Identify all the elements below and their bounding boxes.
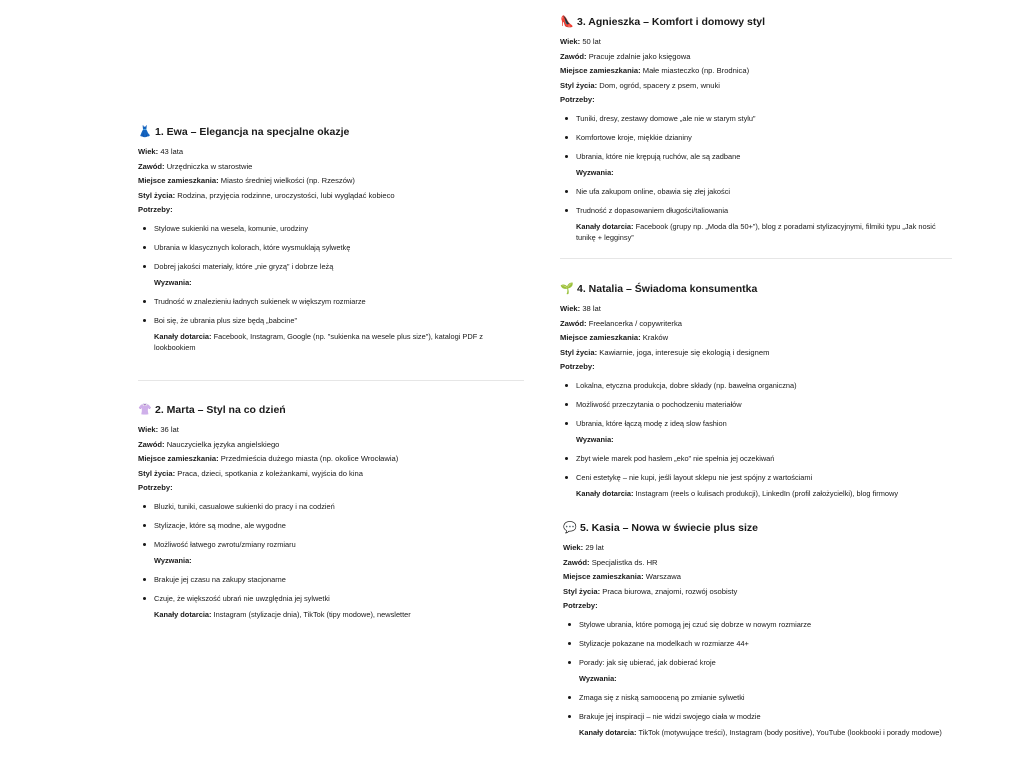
challenge-text: Ceni estetykę – nie kupi, jeśli layout sklepu nie jest spójny z wartościami — [576, 472, 813, 482]
needs-heading: Potrzeby: — [563, 601, 598, 611]
persona-lifestyle: Praca biurowa, znajomi, rozwój osobisty — [602, 586, 738, 596]
field-label: Miejsce zamieszkania: — [563, 572, 644, 582]
spacer — [560, 143, 952, 152]
persona-channels: Instagram (reels o kulisach produkcji), LinkedIn (profil założycielki), blog firmowy — [635, 488, 899, 498]
need-text: Bluzki, tuniki, casualowe sukienki do pracy i na codzień — [154, 501, 335, 511]
persona-age: 29 lat — [585, 543, 604, 552]
spacer — [138, 234, 524, 243]
need-item — [138, 262, 524, 288]
challenges-heading: Wyzwania: — [576, 167, 614, 177]
persona-place: Małe miasteczko (np. Brodnica) — [642, 66, 750, 76]
persona-place-row — [560, 64, 952, 79]
need-text: Stylowe sukienki na wesela, komunie, urodziny — [154, 223, 309, 233]
persona-title — [560, 282, 952, 296]
challenges-heading: Wyzwania: — [154, 277, 192, 287]
spacer — [138, 288, 524, 297]
persona-job-row — [138, 160, 524, 175]
need-text: Stylizacje, które są modne, ale wygodne — [154, 520, 286, 530]
spacer — [560, 197, 952, 206]
persona-age-row — [560, 35, 952, 50]
blouse-icon: 👚 — [138, 404, 152, 416]
need-text: Stylowe ubrania, które pomogą jej czuć się dobrze w nowym rozmiarze — [579, 619, 812, 629]
field-label: Styl życia: — [138, 468, 176, 478]
shoe-icon: 👠 — [560, 16, 574, 28]
field-label: Wiek: — [138, 147, 159, 156]
challenges-heading: Wyzwania: — [576, 434, 614, 444]
challenge-item — [138, 297, 524, 307]
need-item — [560, 381, 952, 391]
persona-place: Kraków — [642, 333, 669, 343]
needs-list — [138, 224, 524, 353]
persona-age: 36 lat — [160, 425, 179, 434]
need-item — [138, 224, 524, 234]
channels-row — [154, 604, 524, 620]
challenge-text: Zmaga się z niską samooceną po zmianie sylwetki — [579, 692, 745, 702]
persona-age-row — [138, 423, 524, 438]
persona-place-row — [563, 570, 955, 585]
challenge-text: Trudność w znalezieniu ładnych sukienek w większym rozmiarze — [154, 296, 366, 306]
challenge-item — [560, 206, 952, 243]
persona-job: Nauczycielka języka angielskiego — [166, 439, 280, 449]
persona-lifestyle: Rodzina, przyjęcia rodzinne, uroczystości, lubi wyglądać kobieco — [177, 190, 395, 200]
persona-lifestyle-row — [138, 467, 524, 482]
persona-lifestyle-row — [560, 79, 952, 94]
needs-heading: Potrzeby: — [138, 483, 173, 493]
speech-bubble-icon: 💬 — [563, 522, 577, 534]
challenge-item — [560, 187, 952, 197]
persona-job: Specjalistka ds. HR — [591, 557, 658, 567]
need-item — [560, 400, 952, 410]
field-label: Kanały dotarcia: — [576, 488, 634, 498]
persona-title — [138, 403, 524, 417]
persona-card — [560, 15, 952, 243]
seedling-icon: 🌱 — [560, 283, 574, 295]
field-label: Wiek: — [560, 304, 581, 313]
spacer — [560, 464, 952, 473]
need-text: Tuniki, dresy, zestawy domowe „ale nie w starym stylu” — [576, 113, 756, 123]
field-label: Zawód: — [560, 51, 587, 61]
field-label: Zawód: — [563, 557, 590, 567]
spacer — [563, 630, 955, 639]
needs-list — [563, 620, 955, 738]
persona-channels: Facebook, Instagram, Google (np. "sukienka na wesele plus size"), katalogi PDF z lookbookiem — [154, 331, 483, 352]
spacer — [560, 391, 952, 400]
challenge-item — [138, 594, 524, 620]
persona-age: 38 lat — [582, 304, 601, 313]
challenge-item — [138, 316, 524, 353]
need-item — [563, 620, 955, 630]
challenge-text: Boi się, że ubrania plus size będą „babcine” — [154, 315, 297, 325]
persona-age-row — [138, 145, 524, 160]
persona-card — [560, 282, 952, 499]
channels-row — [579, 722, 955, 738]
persona-place-row — [138, 452, 524, 467]
need-text: Lokalna, etyczna produkcja, dobre składy (np. bawełna organiczna) — [576, 380, 797, 390]
persona-title — [563, 521, 955, 535]
persona-age-row — [563, 541, 955, 556]
need-item — [560, 152, 952, 178]
persona-job: Urzędniczka w starostwie — [166, 161, 253, 171]
persona-job: Pracuje zdalnie jako księgowa — [588, 51, 691, 61]
challenge-text: Czuje, że większość ubrań nie uwzględnia jej sylwetki — [154, 593, 330, 603]
challenge-text: Brakuje jej czasu na zakupy stacjonarne — [154, 574, 286, 584]
persona-job-row — [560, 317, 952, 332]
persona-place-row — [138, 174, 524, 189]
persona-title — [138, 125, 524, 139]
persona-title-text: 4. Natalia – Świadoma konsumentka — [577, 283, 758, 295]
divider-2 — [560, 258, 952, 259]
persona-channels: Facebook (grupy np. „Moda dla 50+”), blog z poradami stylizacyjnymi, filmiki typu „Jak nosić tunikę + legginsy” — [576, 221, 936, 242]
persona-job-row — [138, 438, 524, 453]
need-text: Dobrej jakości materiały, które „nie gryzą” i dobrze leżą — [154, 261, 334, 271]
need-text: Porady: jak się ubierać, jak dobierać kroje — [579, 657, 716, 667]
challenge-text: Trudność z dopasowaniem długości/taliowania — [576, 205, 729, 215]
persona-job-row — [563, 556, 955, 571]
challenge-item — [560, 454, 952, 464]
spacer — [560, 445, 952, 454]
field-label: Zawód: — [138, 439, 165, 449]
challenges-heading: Wyzwania: — [579, 673, 617, 683]
persona-card — [138, 125, 524, 353]
persona-channels: TikTok (motywujące treści), Instagram (body positive), YouTube (lookbooki i porady modowe) — [638, 727, 942, 737]
persona-job-row — [560, 50, 952, 65]
channels-row — [576, 216, 952, 243]
challenge-item — [563, 693, 955, 703]
need-text: Komfortowe kroje, miękkie dzianiny — [576, 132, 692, 142]
field-label: Styl życia: — [560, 80, 598, 90]
spacer — [138, 253, 524, 262]
spacer — [563, 684, 955, 693]
field-label: Kanały dotarcia: — [154, 331, 212, 341]
channels-row — [154, 326, 524, 353]
persona-lifestyle-row — [560, 346, 952, 361]
persona-lifestyle: Kawiarnie, joga, interesuje się ekologią i designem — [599, 347, 770, 357]
field-label: Kanały dotarcia: — [154, 609, 212, 619]
challenge-text: Zbyt wiele marek pod hasłem „eko” nie spełnia jej oczekiwań — [576, 453, 775, 463]
persona-lifestyle-row — [563, 585, 955, 600]
need-text: Stylizacje pokazane na modelkach w rozmiarze 44+ — [579, 638, 749, 648]
need-text: Ubrania w klasycznych kolorach, które wysmuklają sylwetkę — [154, 242, 351, 252]
persona-place: Przedmieścia dużego miasta (np. okolice Wrocławia) — [220, 454, 399, 464]
needs-list — [560, 381, 952, 499]
challenge-item — [138, 575, 524, 585]
field-label: Wiek: — [560, 37, 581, 46]
need-item — [560, 133, 952, 143]
persona-place: Warszawa — [645, 572, 681, 582]
field-label: Miejsce zamieszkania: — [138, 454, 219, 464]
persona-place: Miasto średniej wielkości (np. Rzeszów) — [220, 176, 355, 186]
need-item — [138, 521, 524, 531]
persona-lifestyle: Dom, ogród, spacery z psem, wnuki — [599, 80, 720, 90]
need-text: Możliwość przeczytania o pochodzeniu materiałów — [576, 399, 742, 409]
challenge-item — [563, 712, 955, 738]
spacer — [563, 649, 955, 658]
channels-row — [576, 483, 952, 499]
field-label: Kanały dotarcia: — [576, 221, 634, 231]
persona-age-row — [560, 302, 952, 317]
field-label: Zawód: — [138, 161, 165, 171]
need-item — [138, 540, 524, 566]
need-item — [560, 419, 952, 445]
needs-heading: Potrzeby: — [560, 95, 595, 105]
dress-icon: 👗 — [138, 126, 152, 138]
field-label: Styl życia: — [138, 190, 176, 200]
need-text: Ubrania, które nie krępują ruchów, ale są zadbane — [576, 151, 741, 161]
needs-heading: Potrzeby: — [560, 362, 595, 372]
persona-job: Freelancerka / copywriterka — [588, 318, 682, 328]
field-label: Styl życia: — [560, 347, 598, 357]
persona-age: 43 lata — [160, 147, 184, 156]
persona-title-text: 2. Marta – Styl na co dzień — [155, 404, 286, 416]
field-label: Miejsce zamieszkania: — [560, 333, 641, 343]
spacer — [138, 531, 524, 540]
persona-title-text: 5. Kasia – Nowa w świecie plus size — [580, 522, 758, 534]
spacer — [560, 178, 952, 187]
need-item — [138, 243, 524, 253]
challenge-text: Brakuje jej inspiracji – nie widzi swojego ciała w modzie — [579, 711, 761, 721]
spacer — [138, 307, 524, 316]
persona-channels: Instagram (stylizacje dnia), TikTok (tipy modowe), newsletter — [213, 609, 411, 619]
needs-list — [560, 114, 952, 243]
challenges-heading: Wyzwania: — [154, 555, 192, 565]
spacer — [138, 585, 524, 594]
field-label: Wiek: — [563, 543, 584, 552]
spacer — [560, 124, 952, 133]
field-label: Styl życia: — [563, 586, 601, 596]
spacer — [563, 703, 955, 712]
needs-heading: Potrzeby: — [138, 205, 173, 215]
need-item — [563, 658, 955, 684]
field-label: Zawód: — [560, 318, 587, 328]
needs-list — [138, 502, 524, 620]
persona-title-text: 1. Ewa – Elegancja na specjalne okazje — [155, 126, 350, 138]
need-item — [560, 114, 952, 124]
persona-title-text: 3. Agnieszka – Komfort i domowy styl — [577, 16, 766, 28]
persona-lifestyle: Praca, dzieci, spotkania z koleżankami, wyjścia do kina — [177, 468, 363, 478]
spacer — [138, 512, 524, 521]
persona-place-row — [560, 331, 952, 346]
need-item — [563, 639, 955, 649]
field-label: Miejsce zamieszkania: — [138, 176, 219, 186]
spacer — [138, 566, 524, 575]
persona-card — [563, 521, 955, 738]
need-item — [138, 502, 524, 512]
challenge-text: Nie ufa zakupom online, obawia się złej jakości — [576, 186, 731, 196]
divider-1 — [138, 380, 524, 381]
need-text: Możliwość łatwego zwrotu/zmiany rozmiaru — [154, 539, 296, 549]
persona-age: 50 lat — [582, 37, 601, 46]
field-label: Wiek: — [138, 425, 159, 434]
need-text: Ubrania, które łączą modę z ideą slow fashion — [576, 418, 727, 428]
challenge-item — [560, 473, 952, 499]
spacer — [560, 410, 952, 419]
field-label: Kanały dotarcia: — [579, 727, 637, 737]
persona-lifestyle-row — [138, 189, 524, 204]
field-label: Miejsce zamieszkania: — [560, 66, 641, 76]
persona-title — [560, 15, 952, 29]
persona-card — [138, 403, 524, 620]
